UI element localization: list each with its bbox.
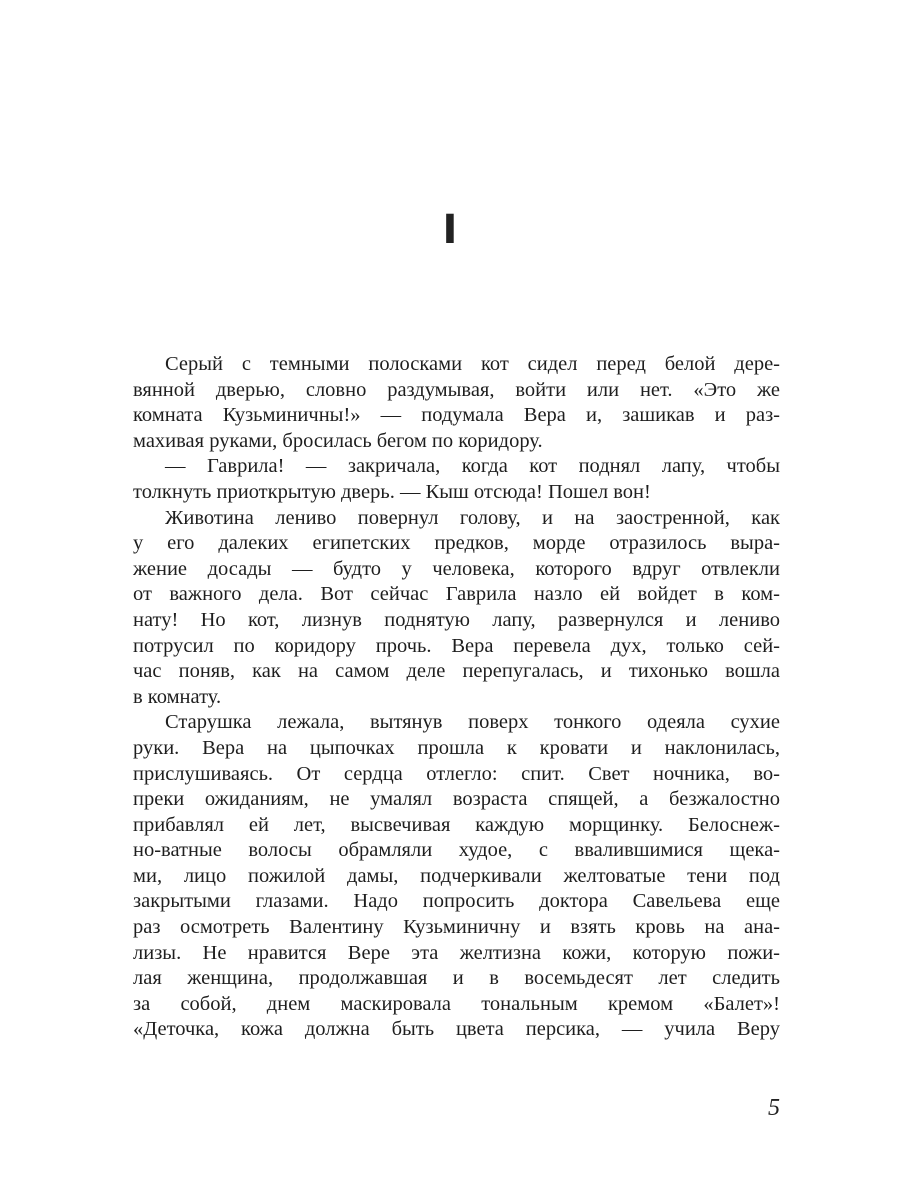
- text-line: — Гаврила! — закричала, когда кот поднял лапу, чтобы: [165, 455, 780, 478]
- text-line: Старушка лежала, вытянув поверх тонкого одеяла сухие: [165, 711, 780, 734]
- text-line: «Деточка, кожа должна быть цвета персика, — учила Веру: [133, 1018, 780, 1041]
- text-line: Серый с темными полосками кот сидел перед белой дере-: [165, 353, 780, 375]
- text-line: руки. Вера на цыпочках прошла к кровати и наклонилась,: [133, 736, 780, 759]
- text-line: Животина лениво повернул голову, и на заостренной, как: [165, 506, 780, 529]
- text-line: лизы. Не нравится Вере эта желтизна кожи, которую пожи-: [133, 941, 780, 964]
- text-line: толкнуть приоткрытую дверь. — Кыш отсюда! Пошел вон!: [133, 480, 651, 503]
- text-line: час поняв, как на самом деле перепугалась, и тихонько вошла: [133, 660, 780, 683]
- text-line: потрусил по коридору прочь. Вера перевела дух, только сей-: [133, 634, 780, 657]
- text-line: преки ожиданиям, не умалял возраста спящей, а безжалостно: [133, 788, 780, 811]
- text-line: в комнату.: [133, 685, 222, 708]
- text-line: прибавлял ей лет, высвечивая каждую морщинку. Белоснеж-: [133, 813, 780, 836]
- text-line: комната Кузьминичны!» — подумала Вера и, зашикав и раз-: [133, 404, 780, 427]
- text-line: раз осмотреть Валентину Кузьминичну и взять кровь на ана-: [133, 916, 780, 939]
- text-line: ми, лицо пожилой дамы, подчеркивали желтоватые тени под: [133, 864, 780, 887]
- text-line: лая женщина, продолжавшая и в восемьдесят лет следить: [133, 967, 780, 990]
- text-line: но-ватные волосы обрамляли худое, с ввалившимися щека-: [133, 839, 780, 862]
- chapter-title: I: [442, 207, 458, 253]
- text-line: за собой, днем маскировала тональным кремом «Балет»!: [133, 992, 780, 1015]
- text-line: махивая руками, бросилась бегом по коридору.: [133, 429, 543, 452]
- text-line: закрытыми глазами. Надо попросить доктора Савельева еще: [133, 890, 780, 913]
- text-line: от важного дела. Вот сейчас Гаврила назло ей войдет в ком-: [133, 583, 780, 606]
- text-line: жение досады — будто у человека, которого вдруг отвлекли: [133, 557, 780, 580]
- text-line: нату! Но кот, лизнув поднятую лапу, развернулся и лениво: [133, 608, 780, 631]
- page-number: 5: [768, 1095, 780, 1121]
- text-line: вянной дверью, словно раздумывая, войти или нет. «Это же: [133, 378, 780, 401]
- body-text: [133, 352, 780, 1043]
- text-line: у его далеких египетских предков, морде отразилось выра-: [133, 532, 780, 555]
- text-line: прислушиваясь. От сердца отлегло: спит. Свет ночника, во-: [133, 762, 780, 785]
